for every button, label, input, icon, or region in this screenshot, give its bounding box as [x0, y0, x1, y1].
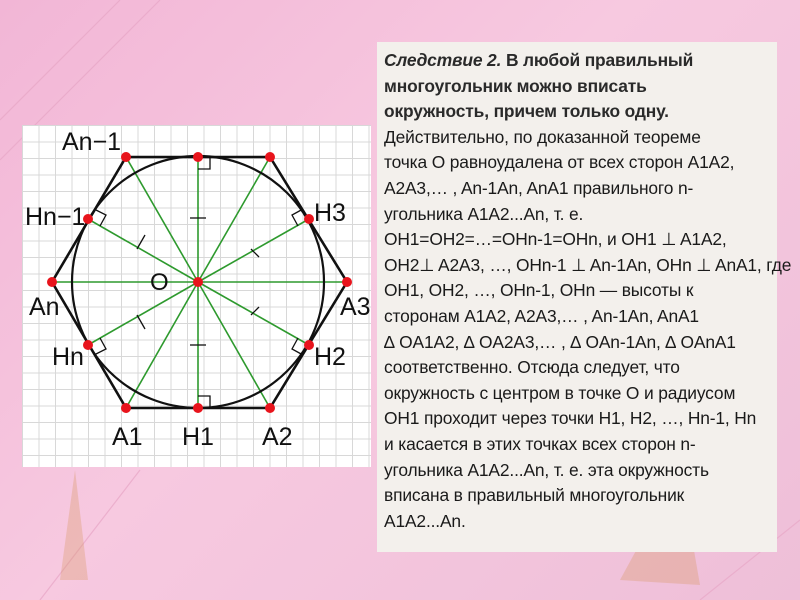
corollary-lead: Следствие 2. — [384, 50, 502, 70]
body-line: Действительно, по доказанной теореме — [384, 126, 701, 147]
body-line: соответственно. Отсюда следует, что — [384, 357, 680, 378]
body-line: угольника A1A2...An, т. е. — [384, 203, 584, 224]
body-line: A1A2...An. — [384, 510, 466, 531]
body-line: сторонам A1A2, A2A3,… , An-1An, AnA1 — [384, 305, 699, 326]
label-H-n: Hn — [52, 343, 84, 371]
label-A-n-minus-1: An−1 — [62, 128, 122, 156]
label-O: O — [150, 269, 169, 296]
label-A-2: A2 — [262, 423, 293, 451]
label-H-1: H1 — [182, 423, 214, 451]
geometry-figure-panel — [22, 125, 371, 467]
corollary-line-1 — [384, 48, 774, 74]
body-line: OH1 проходит через точки H1, H2, …, Hn-1, Hn — [384, 408, 757, 429]
label-A-3: A3 — [340, 293, 371, 321]
corollary-statement-2: многоугольник можно вписать — [384, 75, 647, 96]
theorem-text — [384, 48, 792, 534]
body-line: OH2⊥ A2A3, …, OHn-1 ⊥ An-1An, OHn ⊥ AnA1, где — [384, 254, 792, 275]
body-line: и касается в этих точках всех сторон n- — [384, 433, 696, 454]
body-line: OH1, OH2, …, OHn-1, OHn — высоты к — [384, 280, 694, 301]
label-H-2: H2 — [314, 343, 346, 371]
label-A-n: An — [29, 293, 60, 321]
body-line: вписана в правильный многоугольник — [384, 485, 685, 506]
body-line: точка O равноудалена от всех сторон A1A2, — [384, 152, 735, 173]
body-line: OH1=OH2=…=OHn-1=OHn, и OH1 ⊥ A1A2, — [384, 229, 727, 250]
body-line: A2A3,… , An-1An, AnA1 правильного n- — [384, 177, 694, 198]
label-A-1: A1 — [112, 423, 143, 451]
theorem-text-panel — [377, 42, 792, 552]
body-line: угольника A1A2...An, т. е. эта окружность — [384, 459, 709, 480]
corollary-statement-3: окружность, причем только одну. — [384, 101, 669, 122]
body-line: ∆ OA1A2, ∆ OA2A3,… , ∆ OAn-1An, ∆ OAnA1 — [384, 331, 736, 352]
inscribed-circle-diagram — [22, 125, 371, 467]
body-line: окружность с центром в точке O и радиусом — [384, 382, 736, 403]
corollary-statement-1: В любой правильный — [501, 50, 694, 70]
label-H-3: H3 — [314, 199, 346, 227]
label-H-n-minus-1: Hn−1 — [25, 203, 86, 231]
